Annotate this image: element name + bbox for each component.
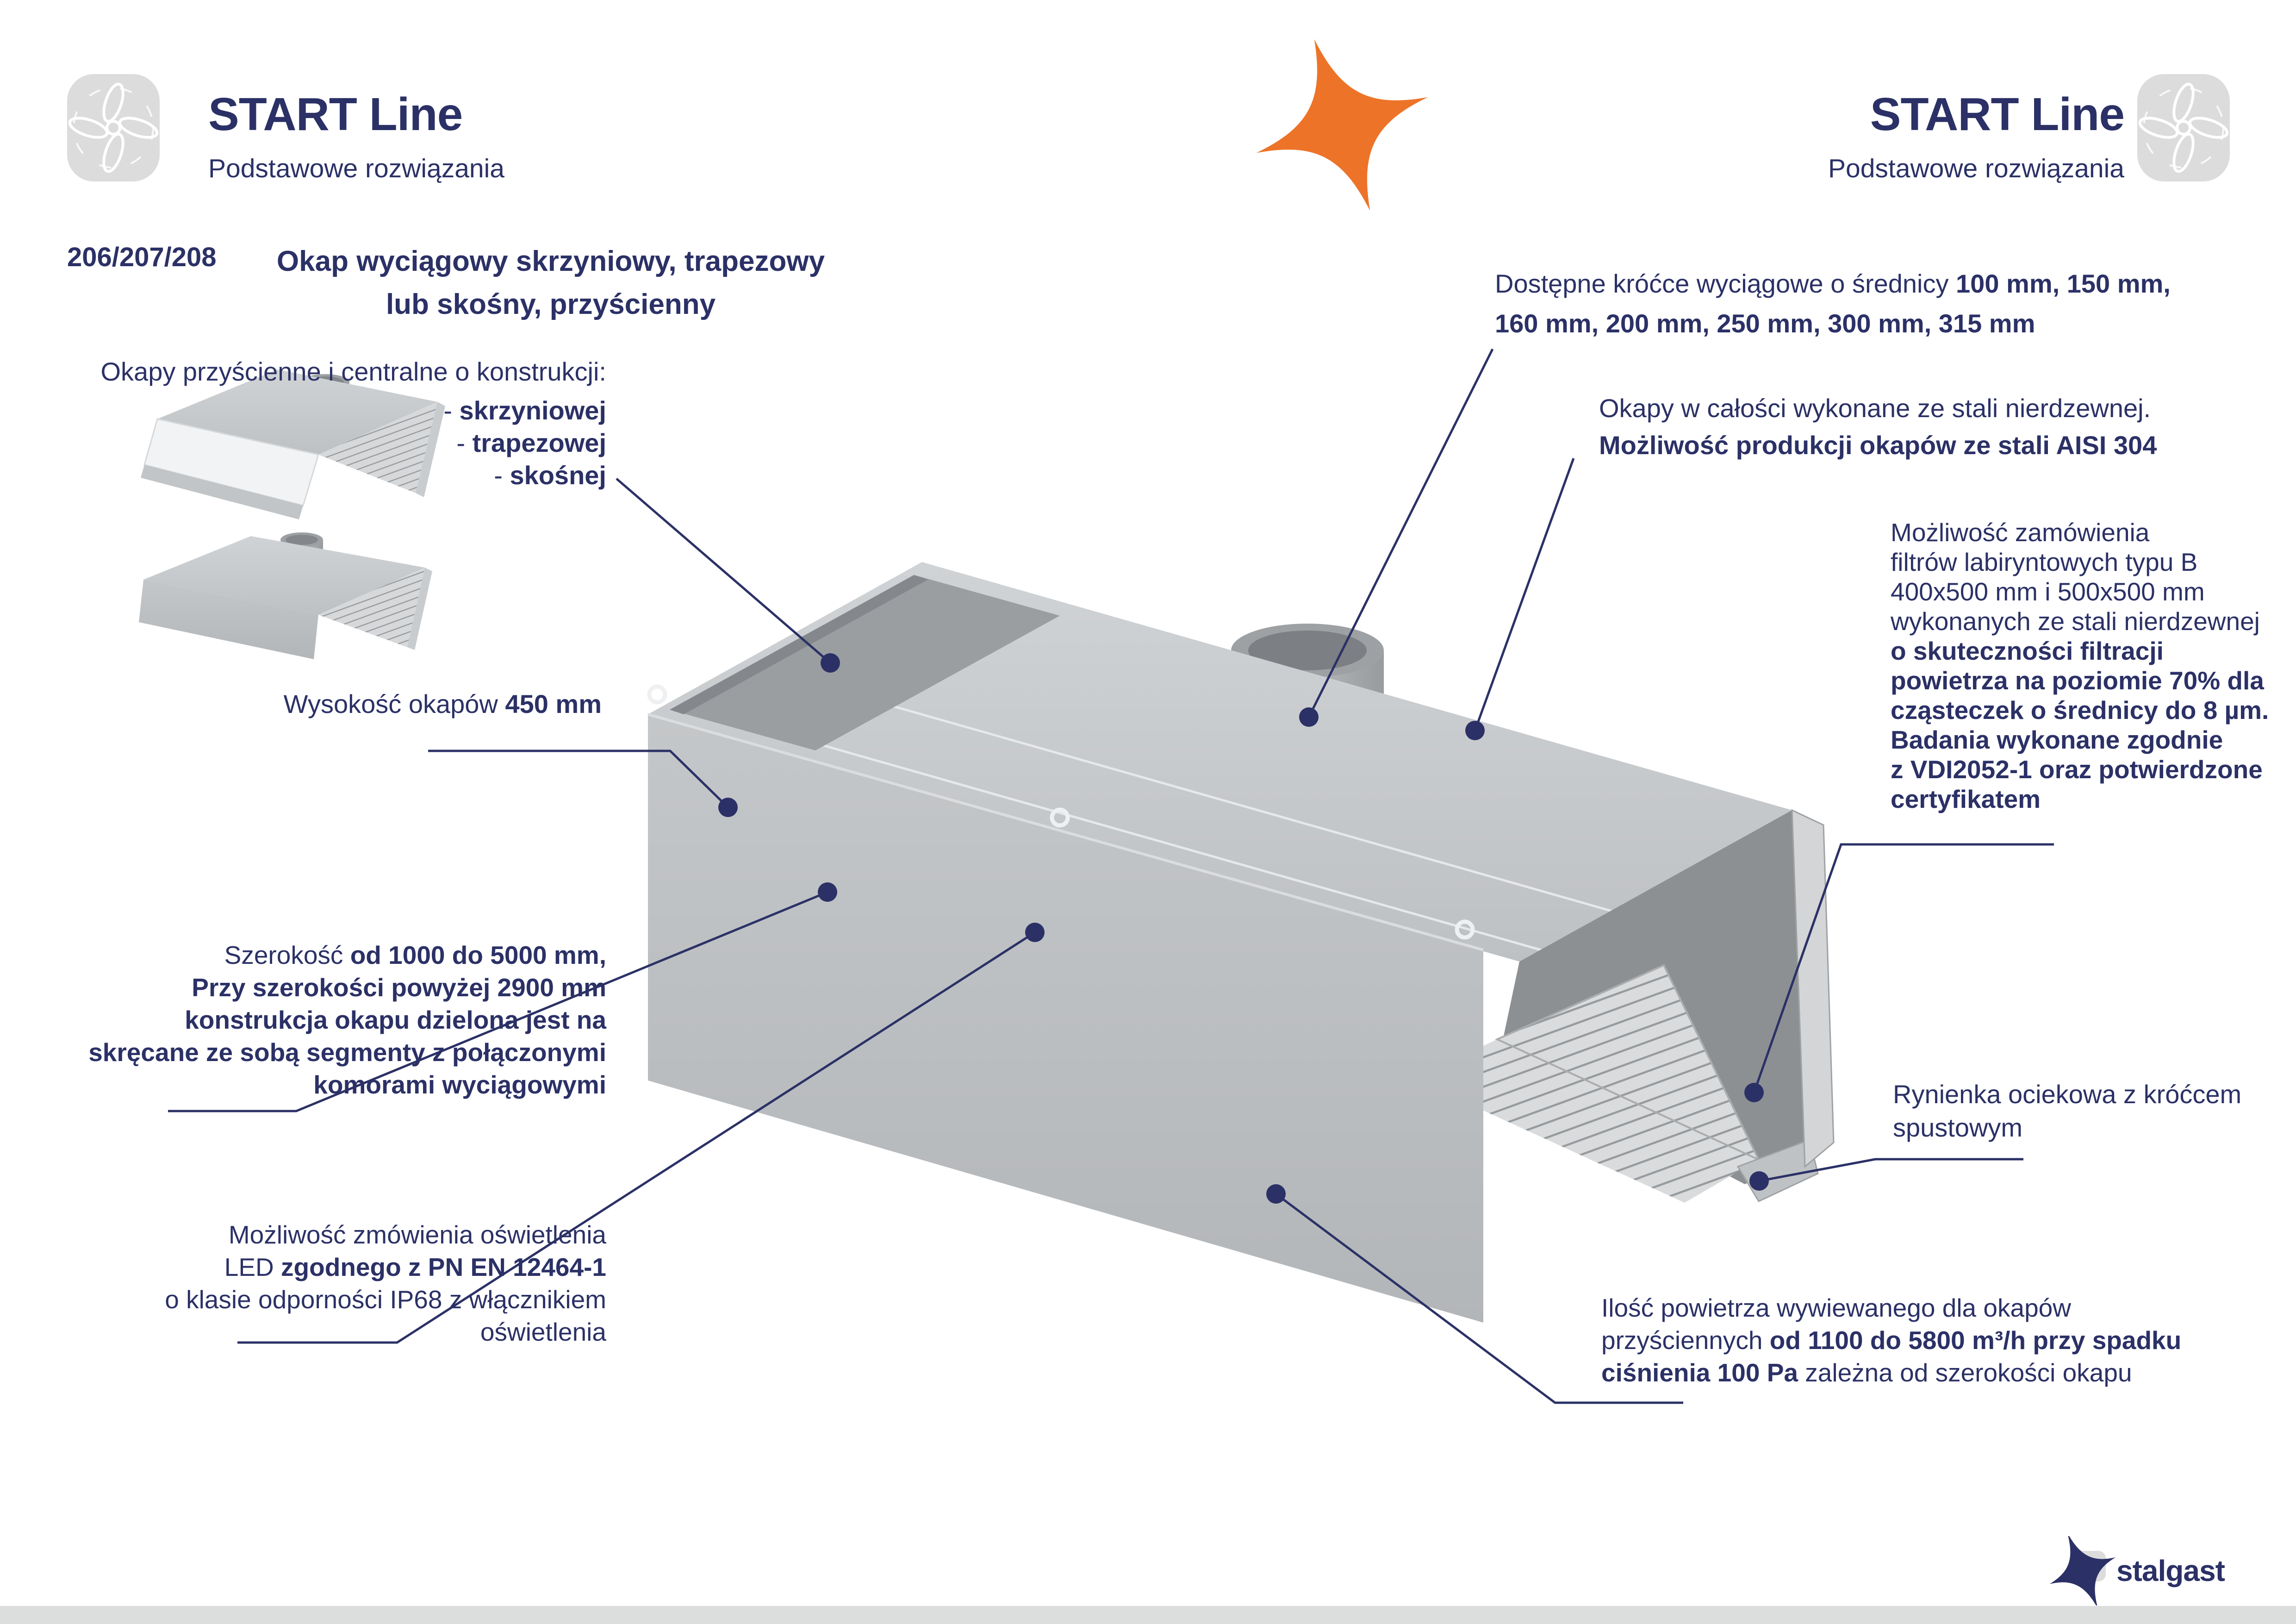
fan-icon <box>2137 74 2230 181</box>
text-line: LED zgodnego z PN EN 12464-1 <box>224 1253 606 1281</box>
text-line: powietrza na poziomie 70% dla <box>1891 666 2264 695</box>
text-line: przyściennych od 1100 do 5800 m³/h przy spadku <box>1601 1326 2182 1355</box>
text-line: komorami wyciągowymi <box>313 1070 606 1099</box>
text-line: filtrów labiryntowych typu B <box>1891 548 2198 576</box>
text-line: - trapezowej <box>456 428 606 457</box>
text-line: Szerokość od 1000 do 5000 mm, <box>224 941 606 969</box>
page-subtitle-right: Podstawowe rozwiązania <box>1828 154 2124 183</box>
annotation-led <box>165 1218 606 1348</box>
leader-height <box>428 751 728 807</box>
leader-steel <box>1475 458 1574 731</box>
annotation-airflow <box>1601 1292 2181 1389</box>
sparkle-star-icon <box>1257 37 1428 213</box>
text-line: oświetlenia <box>480 1318 606 1346</box>
text-line: Rynienka ociekowa z króćcem <box>1893 1080 2242 1109</box>
product-title <box>259 240 842 326</box>
text-line: Możliwość produkcji okapów ze stali AISI 304 <box>1599 431 2157 460</box>
annotation-width <box>88 939 606 1101</box>
text-line: z VDI2052-1 oraz potwierdzone <box>1891 755 2263 784</box>
text-line: cząsteczek o średnicy do 8 µm. <box>1891 696 2269 725</box>
text-line: konstrukcja okapu dzielona jest na <box>185 1006 606 1034</box>
text-line: Możliwość zamówienia <box>1891 518 2150 547</box>
product-title-line2: lub skośny, przyścienny <box>386 288 716 320</box>
text-line: certyfikatem <box>1891 785 2041 813</box>
text-line: Dostępne króćce wyciągowe o średnicy 100 mm, 150 mm, <box>1495 269 2171 298</box>
text-line: 160 mm, 200 mm, 250 mm, 300 mm, 315 mm <box>1495 309 2035 338</box>
page-title-right: START Line <box>1870 88 2124 140</box>
leader-ducts <box>1309 349 1493 717</box>
text-line: Przy szerokości powyżej 2900 mm <box>192 973 606 1002</box>
leader-construction <box>616 479 830 663</box>
text-line: Ilość powietrza wywiewanego dla okapów <box>1601 1293 2071 1322</box>
annotation-construction <box>101 356 607 492</box>
fan-icon <box>67 74 160 181</box>
page-title-left: START Line <box>208 88 463 140</box>
text-line: skręcane ze sobą segmenty z połączonymi <box>88 1038 606 1067</box>
text-line: - skośnej <box>494 461 606 490</box>
text-line: spustowym <box>1893 1113 2023 1142</box>
page-subtitle-left: Podstawowe rozwiązania <box>208 154 504 183</box>
text-line: wykonanych ze stali nierdzewnej <box>1891 607 2260 636</box>
text-line: 400x500 mm i 500x500 mm <box>1891 577 2205 606</box>
annotation-steel <box>1599 390 2157 464</box>
annotation-ducts <box>1495 264 2171 344</box>
text-line: Okapy przyścienne i centralne o konstrukcji: <box>100 357 606 386</box>
product-code: 206/207/208 <box>67 242 217 272</box>
text-line: Okapy w całości wykonane ze stali nierdzewnej. <box>1599 394 2151 423</box>
footer-bar <box>0 1606 2296 1624</box>
stalgast-star-icon <box>2048 1536 2117 1605</box>
annotation-filters <box>1891 518 2269 814</box>
annotation-height <box>284 687 602 721</box>
text-line: Wysokość okapów 450 mm <box>283 689 602 718</box>
leader-drip <box>1759 1159 2023 1181</box>
text-line: o skuteczności filtracji <box>1891 637 2164 665</box>
product-title-line1: Okap wyciągowy skrzyniowy, trapezowy <box>276 245 825 277</box>
stalgast-logo <box>2048 1536 2247 1605</box>
text-line: - skrzyniowej <box>443 396 606 425</box>
text-line: o klasie odporności IP68 z włącznikiem <box>165 1285 606 1314</box>
text-line: Możliwość zmówienia oświetlenia <box>228 1220 606 1249</box>
text-line: Badania wykonane zgodnie <box>1891 725 2223 754</box>
leader-filters <box>1754 844 2054 1093</box>
logo-text: stalgast <box>2116 1554 2225 1587</box>
annotation-drip <box>1893 1078 2241 1144</box>
text-line: ciśnienia 100 Pa zależna od szerokości okapu <box>1601 1358 2132 1387</box>
